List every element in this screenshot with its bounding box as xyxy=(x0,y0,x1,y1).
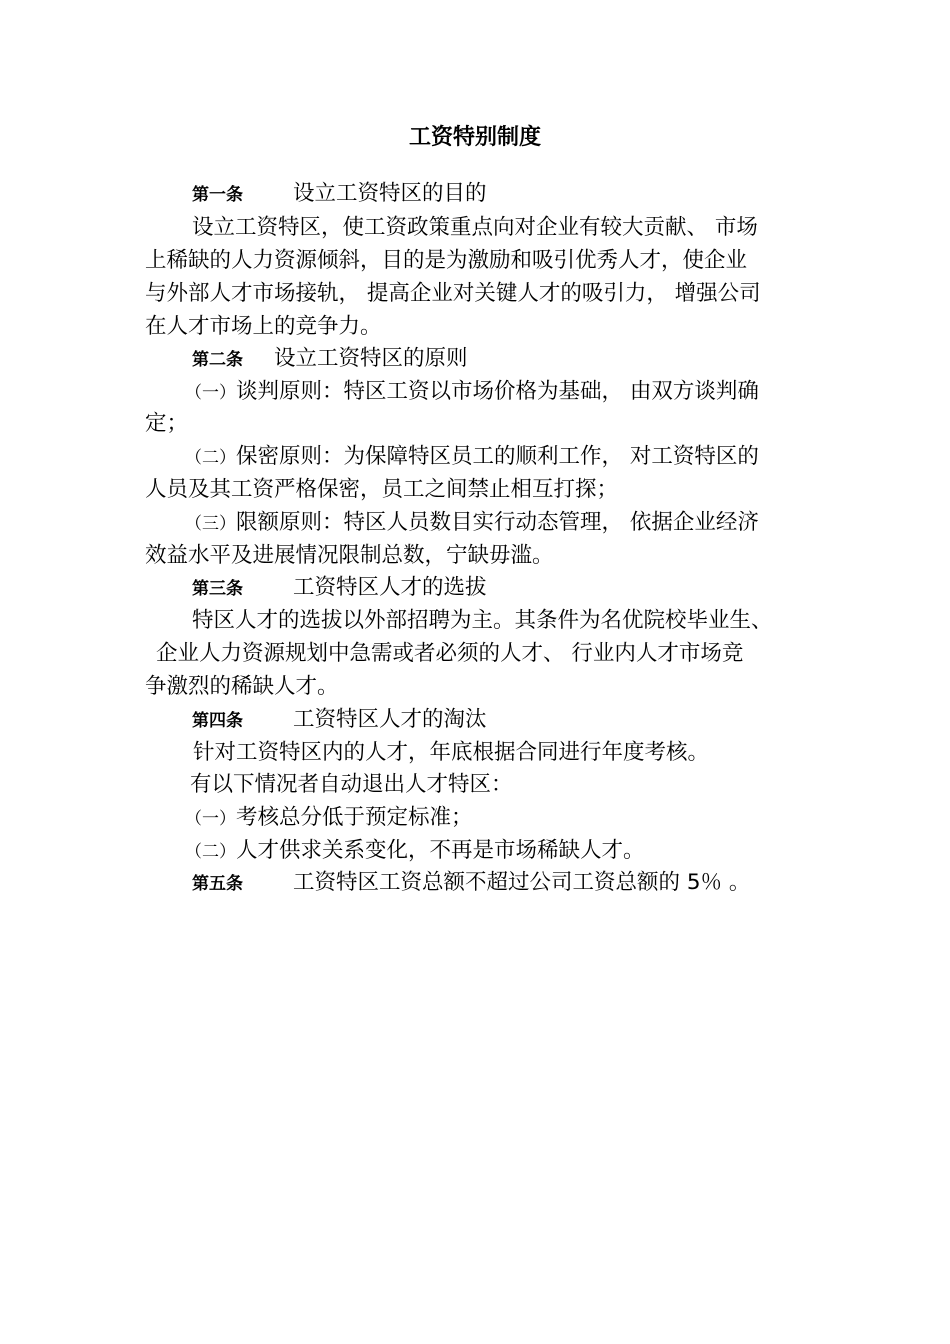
article-label: 第四条 xyxy=(192,711,243,731)
list-item xyxy=(185,440,759,475)
list-item xyxy=(185,375,759,410)
list-item-number: （一） xyxy=(185,383,236,403)
article-5-heading xyxy=(192,866,750,901)
article-2-heading xyxy=(192,342,468,377)
paragraph-line: 定； xyxy=(145,411,189,436)
article-heading-text: 工资特区人才的淘汰 xyxy=(293,707,487,732)
list-item-text: 限额原则：特区人员数目实行动态管理， 依据企业经济 xyxy=(236,510,759,535)
list-item xyxy=(185,834,645,869)
paragraph-line: 在人才市场上的竞争力。 xyxy=(145,314,382,339)
article-heading-text: 工资特区工资总额不超过公司工资总额的 5％ 。 xyxy=(293,870,751,895)
paragraph-line: 有以下情况者自动退出人才特区： xyxy=(190,772,513,797)
list-item xyxy=(185,506,759,541)
list-item-text: 保密原则：为保障特区员工的顺利工作， 对工资特区的 xyxy=(236,444,759,469)
article-label: 第五条 xyxy=(192,874,243,894)
list-item-text: 人才供求关系变化，不再是市场稀缺人才。 xyxy=(236,838,645,863)
article-4-heading xyxy=(192,703,487,738)
article-1-heading xyxy=(192,177,487,212)
paragraph-line: 与外部人才市场接轨， 提高企业对关键人才的吸引力， 增强公司 xyxy=(145,281,761,306)
article-heading-text: 设立工资特区的目的 xyxy=(293,181,487,206)
list-item-number: （三） xyxy=(185,514,236,534)
list-item-number: （二） xyxy=(185,448,236,468)
paragraph-line: 上稀缺的人力资源倾斜，目的是为激励和吸引优秀人才，使企业 xyxy=(145,248,748,273)
article-label: 第三条 xyxy=(192,579,243,599)
paragraph-line: 效益水平及进展情况限制总数，宁缺毋滥。 xyxy=(145,543,554,568)
article-label: 第一条 xyxy=(192,185,243,205)
document-title: 工资特别制度 xyxy=(408,125,541,150)
article-3-heading xyxy=(192,571,487,606)
article-label: 第二条 xyxy=(192,350,243,370)
article-heading-text: 设立工资特区的原则 xyxy=(274,346,468,371)
paragraph-line: 针对工资特区内的人才，年底根据合同进行年度考核。 xyxy=(193,740,710,765)
paragraph-line: 争激烈的稀缺人才。 xyxy=(145,674,339,699)
list-item-text: 考核总分低于预定标准； xyxy=(236,805,473,830)
paragraph-line: 企业人力资源规划中急需或者必须的人才、 行业内人才市场竞 xyxy=(156,641,744,666)
list-item-text: 谈判原则：特区工资以市场价格为基础， 由双方谈判确 xyxy=(236,379,759,404)
article-heading-text: 工资特区人才的选拔 xyxy=(293,575,487,600)
paragraph-line: 设立工资特区，使工资政策重点向对企业有较大贡献、 市场 xyxy=(192,215,758,240)
paragraph-line: 人员及其工资严格保密，员工之间禁止相互打探； xyxy=(145,477,619,502)
list-item-number: （一） xyxy=(185,809,236,829)
list-item-number: （二） xyxy=(185,842,236,862)
paragraph-line: 特区人才的选拔以外部招聘为主。其条件为名优院校毕业生、 xyxy=(192,608,773,633)
list-item xyxy=(185,801,473,836)
